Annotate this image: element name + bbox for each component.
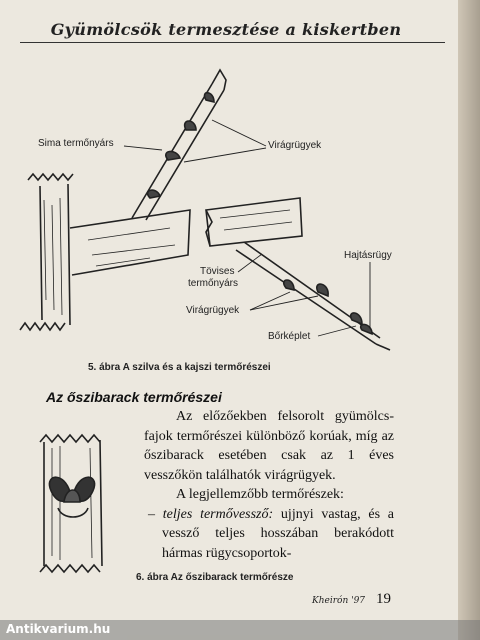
label-sima-termonyars: Sima termőnyárs [38, 138, 114, 149]
book-gutter [458, 0, 480, 640]
bullet-item [144, 505, 394, 564]
fig5-left-branch [70, 210, 190, 275]
fig5-leader-tovises [238, 254, 262, 272]
fig5-left-zigzag-bottom [20, 323, 65, 330]
figure6-caption: 6. ábra Az őszibarack termőrésze [136, 572, 294, 583]
body-text [144, 407, 394, 563]
fig5-leader-virag-2 [184, 148, 266, 162]
fig5-left-drawing [20, 70, 266, 330]
fig5-left-shoot [132, 84, 224, 220]
section-heading: Az őszibarack termőrészei [46, 389, 222, 405]
publisher-mark: Kheirón '97 [312, 596, 366, 606]
fig5-leader-virag-4 [250, 296, 318, 310]
fig5-leader-virag-3 [250, 292, 290, 310]
paragraph-2: A legjellemzőbb termőrészek: [176, 487, 344, 502]
page-number: 19 [376, 591, 391, 607]
label-tovises-line1: Tövises [200, 266, 235, 277]
label-viraggugyek-bottom: Virágrügyek [186, 305, 240, 316]
bullet-text: ujjnyi vastag, és a vessző teljes hosszában berakódott hármas rügycsoportok- [162, 506, 395, 561]
figure5-caption: 5. ábra A szilva és a kajszi termőrészei [88, 362, 271, 373]
fig5-right-branch [206, 198, 302, 246]
label-hajtasrugy: Hajtásrügy [344, 250, 392, 261]
fig5-left-zigzag-top [28, 174, 73, 180]
label-viraggugyek-top: Virágrügyek [268, 140, 322, 151]
fig5-leader-sima [124, 146, 162, 150]
running-header: Gyümölcsök termesztése a kiskertben [50, 20, 402, 39]
label-borkeplet: Bőrképlet [268, 331, 311, 342]
paragraph-1: Az előzőekben felsorolt gyümölcs-fajok termőrészei különböző korúak, míg az őszibarack esetében csak az 1 éves vesszőkön találhatók virágrügyek. [144, 409, 394, 483]
fig6-drawing [40, 435, 102, 572]
bullet-term: teljes termővessző: [162, 506, 274, 522]
fig5-leader-bor [318, 326, 356, 336]
watermark-text: Antikvarium.hu [6, 622, 111, 636]
bullet-dash: – [148, 506, 155, 522]
label-tovises-line2: termőnyárs [188, 278, 239, 289]
fig5-leader-virag-1 [212, 120, 266, 146]
watermark-bar [0, 620, 480, 640]
